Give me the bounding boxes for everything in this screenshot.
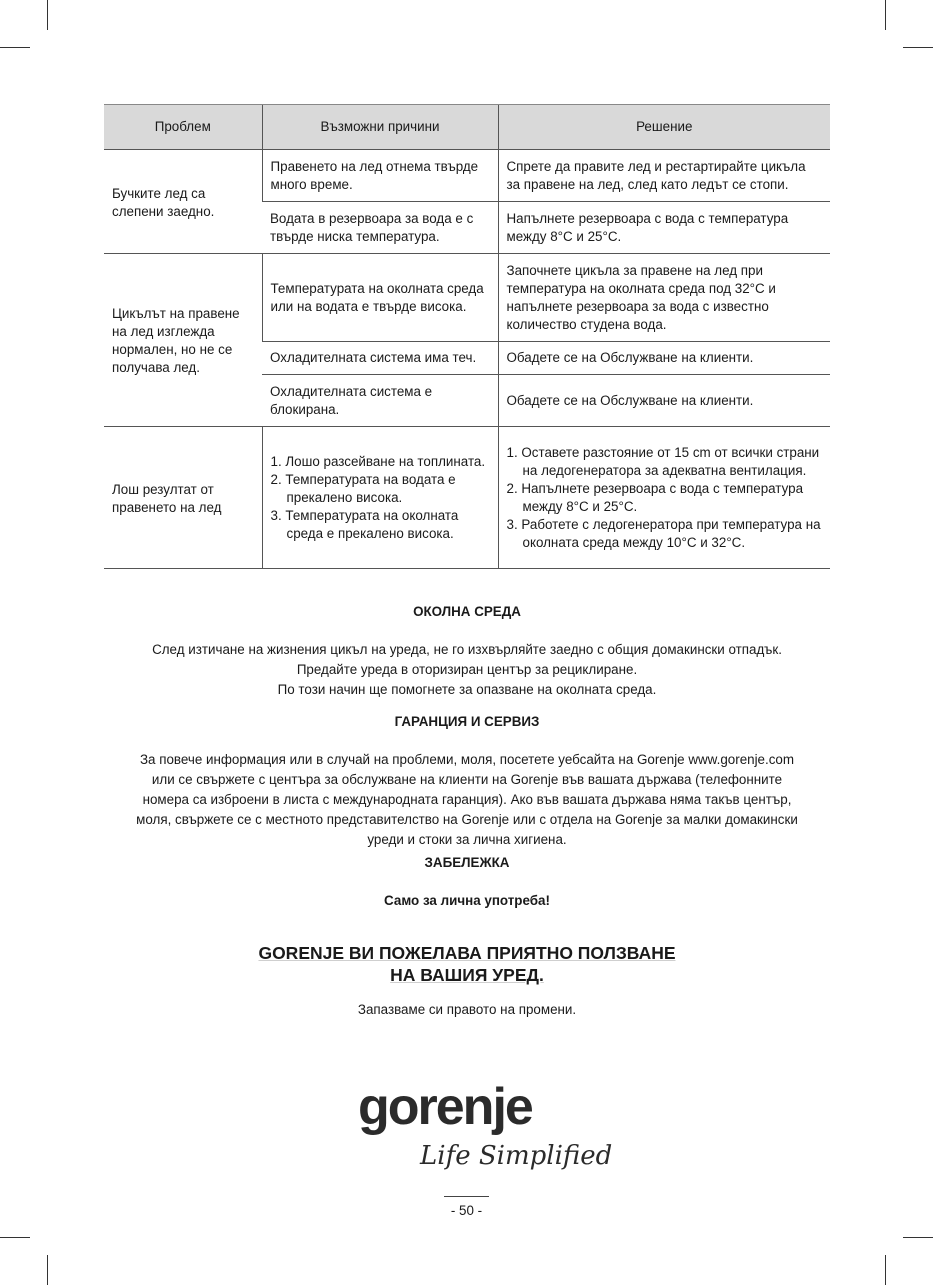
cause-cell: Водата в резервоара за вода е с твърде ниска температура.	[262, 202, 498, 254]
list-item: 2. Температурата на водата е прекалено висока.	[270, 471, 456, 505]
cause-cell: Охладителната система е блокирана.	[262, 375, 498, 427]
table-row	[104, 254, 830, 342]
solution-cell: Обадете се на Обслужване на клиенти.	[498, 342, 830, 375]
warranty-section	[104, 712, 830, 850]
closing-line: GORENJE ВИ ПОЖЕЛАВА ПРИЯТНО ПОЛЗВАНЕ	[258, 943, 676, 963]
crop-mark	[903, 47, 933, 48]
note-section	[104, 853, 830, 911]
causes-list	[271, 453, 490, 543]
gorenje-logo-graphic	[356, 1076, 613, 1171]
solution-cell: Напълнете резервоара с вода с температура между 8°C и 25°C.	[498, 202, 830, 254]
environment-line: След изтичане на жизнения цикъл на уреда, не го изхвърляйте заедно с общия домакински отпадък.	[152, 642, 782, 657]
warranty-line: уреди и стоки за лична хигиена.	[367, 832, 567, 847]
gorenje-logo	[356, 1076, 613, 1171]
table-row	[104, 427, 830, 569]
closing-line: НА ВАШИЯ УРЕД.	[390, 965, 544, 985]
solution-cell: Спрете да правите лед и рестартирайте цикъла за правене на лед, след като ледът се стопи.	[498, 150, 830, 202]
list-item: 3. Температурата на околната среда е прекалено висока.	[270, 507, 459, 541]
header-solution: Решение	[498, 105, 830, 150]
crop-mark	[47, 0, 48, 30]
environment-line: По този начин ще помогнете за опазване на околната среда.	[277, 682, 657, 697]
crop-mark	[903, 1237, 933, 1238]
cause-cell: Охладителната система има теч.	[262, 342, 498, 375]
solution-cell	[498, 427, 830, 569]
note-text: Само за лична употреба!	[384, 893, 550, 908]
list-item: 3. Работете с ледогенератора при температура на околната среда между 10°C и 32°C.	[506, 516, 821, 550]
table-header-row	[104, 105, 830, 150]
warranty-title: ГАРАНЦИЯ И СЕРВИЗ	[394, 714, 540, 729]
crop-mark	[47, 1255, 48, 1285]
reserve-text: Запазваме си правото на промени.	[357, 1002, 577, 1017]
crop-mark	[885, 1255, 886, 1285]
crop-mark	[885, 0, 886, 30]
cause-cell: Температурата на околната среда или на водата е твърде висока.	[262, 254, 498, 342]
list-item: 2. Напълнете резервоара с вода с температура между 8°C и 25°C.	[506, 480, 804, 514]
closing-section	[104, 942, 830, 1020]
solution-cell: Обадете се на Обслужване на клиенти.	[498, 375, 830, 427]
warranty-line: моля, свържете се с местното представителство на Gorenje или с отдела на Gorenje за малки домакински	[136, 812, 798, 827]
cause-cell	[262, 427, 498, 569]
brand-wordmark: gorenje	[358, 1078, 532, 1136]
note-title: ЗАБЕЛЕЖКА	[424, 855, 510, 870]
problem-cell: Лош резултат от правенето на лед	[104, 427, 262, 569]
warranty-line: или се свържете с центъра за обслужване на клиенти на Gorenje във вашата държава (телефонните	[151, 772, 783, 787]
list-item: 1. Лошо разсейване на топлината.	[270, 453, 486, 469]
problem-cell: Бучките лед са слепени заедно.	[104, 150, 262, 254]
crop-mark	[0, 47, 30, 48]
solutions-list	[507, 444, 823, 552]
troubleshooting-table	[104, 104, 830, 569]
header-causes: Възможни причини	[262, 105, 498, 150]
environment-section	[104, 602, 830, 700]
brand-tagline: Life Simplified	[420, 1141, 613, 1171]
list-item: 1. Оставете разстояние от 15 cm от всички страни на ледогенератора за адекватна вентилация.	[506, 444, 820, 478]
solution-cell: Започнете цикъла за правене на лед при температура на околната среда под 32°C и напълнете резервоара за вода с известно количество студена вода.	[498, 254, 830, 342]
warranty-line: За повече информация или в случай на проблеми, моля, посетете уебсайта на Gorenje www.gorenje.com	[139, 752, 795, 767]
cause-cell: Правенето на лед отнема твърде много време.	[262, 150, 498, 202]
page-number: - 50 -	[444, 1196, 489, 1218]
problem-cell: Цикълът на правене на лед изглежда нормален, но не се получава лед.	[104, 254, 262, 427]
table-row	[104, 150, 830, 202]
header-problem: Проблем	[104, 105, 262, 150]
warranty-line: номера са изброени в листа с международната гаранция). Ако във вашата държава няма такъв център,	[142, 792, 792, 807]
environment-line: Предайте уреда в оторизиран център за рециклиране.	[296, 662, 638, 677]
crop-mark	[0, 1237, 30, 1238]
environment-title: ОКОЛНА СРЕДА	[413, 604, 521, 619]
